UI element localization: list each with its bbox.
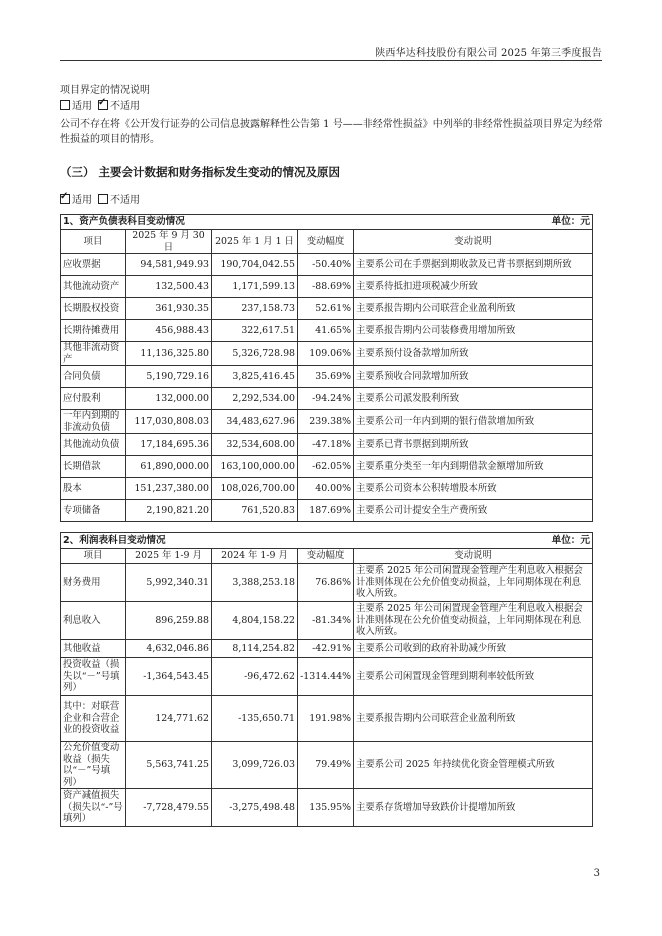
column-header: 2025 年 1 月 1 日 xyxy=(212,230,298,254)
prior-value-cell: 3,388,253.18 xyxy=(212,564,298,602)
item-cell: 专项储备 xyxy=(61,500,126,522)
table-row xyxy=(61,789,593,827)
change-rate-cell: -94.24% xyxy=(298,388,354,410)
current-value-cell: -1,364,543.45 xyxy=(126,658,212,696)
not-applicable-label: 不适用 xyxy=(110,195,140,206)
table-title-row xyxy=(61,215,593,230)
change-rate-cell: 79.49% xyxy=(298,742,354,789)
explanation-cell: 主要系预付设备款增加所致 xyxy=(354,342,593,366)
table-row xyxy=(61,602,593,640)
current-value-cell: 5,992,340.31 xyxy=(126,564,212,602)
current-value-cell: 151,237,380.00 xyxy=(126,478,212,500)
income-statement-table xyxy=(60,532,593,827)
item-cell: 一年内到期的非流动负债 xyxy=(61,410,126,434)
checkbox-empty-icon xyxy=(60,100,70,110)
current-value-cell: 17,184,695.36 xyxy=(126,434,212,456)
item-cell: 其他非流动资产 xyxy=(61,342,126,366)
current-value-cell: 896,259.88 xyxy=(126,602,212,640)
change-rate-cell: 191.98% xyxy=(298,696,354,742)
column-header: 项目 xyxy=(61,549,126,564)
prior-value-cell: 3,099,726.03 xyxy=(212,742,298,789)
column-header: 2025 年 1-9 月 xyxy=(126,549,212,564)
nonrecurring-body: 公司不存在将《公开发行证券的公司信息披露解释性公告第 1 号——非经常性损益》中列举的非经常性损益项目界定为经常性损益的项目的情形。 xyxy=(60,119,603,145)
column-header: 变动幅度 xyxy=(298,230,354,254)
change-rate-cell: 109.06% xyxy=(298,342,354,366)
item-cell: 其他流动资产 xyxy=(61,276,126,298)
table-row xyxy=(61,564,593,602)
explanation-cell: 主要系存货增加导致跌价计提增加所致 xyxy=(354,789,593,827)
item-cell: 其中：对联营企业和合营企业的投资收益 xyxy=(61,696,126,742)
prior-value-cell: 5,326,728.98 xyxy=(212,342,298,366)
explanation-cell: 主要系已背书票据到期所致 xyxy=(354,434,593,456)
header-row xyxy=(61,230,593,254)
column-header: 变动说明 xyxy=(354,230,593,254)
income-unit: 单位：元 xyxy=(551,534,590,546)
nonrecurring-heading: 项目界定的情况说明 xyxy=(60,85,150,96)
prior-value-cell: -135,650.71 xyxy=(212,696,298,742)
table-row xyxy=(61,640,593,658)
prior-value-cell: 108,026,700.00 xyxy=(212,478,298,500)
column-header: 变动幅度 xyxy=(298,549,354,564)
explanation-cell: 主要系公司资本公积转增股本所致 xyxy=(354,478,593,500)
current-value-cell: 456,988.43 xyxy=(126,320,212,342)
explanation-cell: 主要系 2025 年公司闲置现金管理产生利息收入根据会计准则体现在公允价值变动损益，上年同期体现在利息收入所致。 xyxy=(354,602,593,640)
table-row xyxy=(61,254,593,276)
change-rate-cell: -47.18% xyxy=(298,434,354,456)
change-rate-cell: 52.61% xyxy=(298,298,354,320)
current-value-cell: 61,890,000.00 xyxy=(126,456,212,478)
column-header: 2024 年 1-9 月 xyxy=(212,549,298,564)
table-row xyxy=(61,276,593,298)
checkbox-checked-icon xyxy=(60,194,70,204)
change-rate-cell: -42.91% xyxy=(298,640,354,658)
current-value-cell: 117,030,808.03 xyxy=(126,410,212,434)
explanation-cell: 主要系预收合同款增加所致 xyxy=(354,366,593,388)
prior-value-cell: 237,158.73 xyxy=(212,298,298,320)
explanation-cell: 主要系公司 2025 年持续优化资金管理模式所致 xyxy=(354,742,593,789)
prior-value-cell: -96,472.62 xyxy=(212,658,298,696)
balance-sheet-table xyxy=(60,214,593,522)
explanation-cell: 主要系公司派发股利所致 xyxy=(354,388,593,410)
current-value-cell: 132,500.43 xyxy=(126,276,212,298)
item-cell: 长期借款 xyxy=(61,456,126,478)
item-cell: 投资收益（损失以“－”号填列） xyxy=(61,658,126,696)
item-cell: 应收票据 xyxy=(61,254,126,276)
table-row xyxy=(61,658,593,696)
prior-value-cell: 34,483,627.96 xyxy=(212,410,298,434)
change-rate-cell: 35.69% xyxy=(298,366,354,388)
applicable-label: 适用 xyxy=(72,101,92,112)
change-rate-cell: -1314.44% xyxy=(298,658,354,696)
item-cell: 长期待摊费用 xyxy=(61,320,126,342)
change-rate-cell: 187.69% xyxy=(298,500,354,522)
explanation-cell: 主要系公司收到的政府补助减少所致 xyxy=(354,640,593,658)
current-value-cell: 4,632,046.86 xyxy=(126,640,212,658)
explanation-cell: 主要系重分类至一年内到期借款金额增加所致 xyxy=(354,456,593,478)
item-cell: 其他收益 xyxy=(61,640,126,658)
table-row xyxy=(61,696,593,742)
column-header: 2025 年 9 月 30 日 xyxy=(126,230,212,254)
prior-value-cell: 761,520.83 xyxy=(212,500,298,522)
explanation-cell: 主要系公司闲置现金管理到期利率较低所致 xyxy=(354,658,593,696)
explanation-cell: 主要系报告期内公司装修费用增加所致 xyxy=(354,320,593,342)
income-table-title: 2、利润表科目变动情况 xyxy=(63,534,166,546)
header-row xyxy=(61,549,593,564)
table-row xyxy=(61,742,593,789)
item-cell: 其他流动负债 xyxy=(61,434,126,456)
current-value-cell: 2,190,821.20 xyxy=(126,500,212,522)
table-row xyxy=(61,456,593,478)
explanation-cell: 主要系报告期内公司联营企业盈利所致 xyxy=(354,696,593,742)
change-rate-cell: 40.00% xyxy=(298,478,354,500)
item-cell: 合同负债 xyxy=(61,366,126,388)
current-value-cell: 132,000.00 xyxy=(126,388,212,410)
prior-value-cell: 4,804,158.22 xyxy=(212,602,298,640)
balance-table-title: 1、资产负债表科目变动情况 xyxy=(63,216,185,228)
prior-value-cell: -3,275,498.48 xyxy=(212,789,298,827)
page-number: 3 xyxy=(593,868,600,879)
prior-value-cell: 3,825,416.45 xyxy=(212,366,298,388)
change-rate-cell: 76.86% xyxy=(298,564,354,602)
prior-value-cell: 163,100,000.00 xyxy=(212,456,298,478)
item-cell: 长期股权投资 xyxy=(61,298,126,320)
explanation-cell: 主要系待抵扣进项税减少所致 xyxy=(354,276,593,298)
table-row xyxy=(61,320,593,342)
change-rate-cell: -50.40% xyxy=(298,254,354,276)
table-row xyxy=(61,342,593,366)
explanation-cell: 主要系公司一年内到期的银行借款增加所致 xyxy=(354,410,593,434)
item-cell: 应付股利 xyxy=(61,388,126,410)
change-rate-cell: -62.05% xyxy=(298,456,354,478)
table-row xyxy=(61,500,593,522)
report-header: 陕西华达科技股份有限公司 2025 年第三季度报告 xyxy=(375,48,602,59)
change-rate-cell: -88.69% xyxy=(298,276,354,298)
current-value-cell: -7,728,479.55 xyxy=(126,789,212,827)
section-title: （三） 主要会计数据和财务指标发生变动的情况及原因 xyxy=(60,165,341,179)
applicable-label: 适用 xyxy=(72,195,92,206)
item-cell: 公允价值变动收益（损失以“－”号填列） xyxy=(61,742,126,789)
section-options xyxy=(60,194,140,208)
checkbox-empty-icon xyxy=(98,194,108,204)
prior-value-cell: 322,617.51 xyxy=(212,320,298,342)
current-value-cell: 5,563,741.25 xyxy=(126,742,212,789)
explanation-cell: 主要系公司计提安全生产费所致 xyxy=(354,500,593,522)
item-cell: 资产减值损失（损失以“-”号填列） xyxy=(61,789,126,827)
prior-value-cell: 190,704,042.55 xyxy=(212,254,298,276)
change-rate-cell: 239.38% xyxy=(298,410,354,434)
column-header: 项目 xyxy=(61,230,126,254)
prior-value-cell: 2,292,534.00 xyxy=(212,388,298,410)
current-value-cell: 11,136,325.80 xyxy=(126,342,212,366)
current-value-cell: 5,190,729.16 xyxy=(126,366,212,388)
current-value-cell: 124,771.62 xyxy=(126,696,212,742)
item-cell: 股本 xyxy=(61,478,126,500)
explanation-cell: 主要系公司在手票据到期收款及已背书票据到期所致 xyxy=(354,254,593,276)
not-applicable-label: 不适用 xyxy=(110,101,140,112)
table-title-row xyxy=(61,533,593,549)
prior-value-cell: 1,171,599.13 xyxy=(212,276,298,298)
table-row xyxy=(61,298,593,320)
table-row xyxy=(61,434,593,456)
current-value-cell: 94,581,949.93 xyxy=(126,254,212,276)
checkbox-checked-icon xyxy=(98,100,108,110)
prior-value-cell: 32,534,608.00 xyxy=(212,434,298,456)
explanation-cell: 主要系 2025 年公司闲置现金管理产生利息收入根据会计准则体现在公允价值变动损益，上年同期体现在利息收入所致。 xyxy=(354,564,593,602)
table-row xyxy=(61,478,593,500)
balance-unit: 单位：元 xyxy=(551,216,590,228)
nonrecurring-options xyxy=(60,100,140,114)
explanation-cell: 主要系报告期内公司联营企业盈利所致 xyxy=(354,298,593,320)
column-header: 变动说明 xyxy=(354,549,593,564)
change-rate-cell: 135.95% xyxy=(298,789,354,827)
prior-value-cell: 8,114,254.82 xyxy=(212,640,298,658)
item-cell: 财务费用 xyxy=(61,564,126,602)
item-cell: 利息收入 xyxy=(61,602,126,640)
table-row xyxy=(61,388,593,410)
current-value-cell: 361,930.35 xyxy=(126,298,212,320)
change-rate-cell: -81.34% xyxy=(298,602,354,640)
table-row xyxy=(61,410,593,434)
table-row xyxy=(61,366,593,388)
change-rate-cell: 41.65% xyxy=(298,320,354,342)
header-divider xyxy=(60,60,602,61)
